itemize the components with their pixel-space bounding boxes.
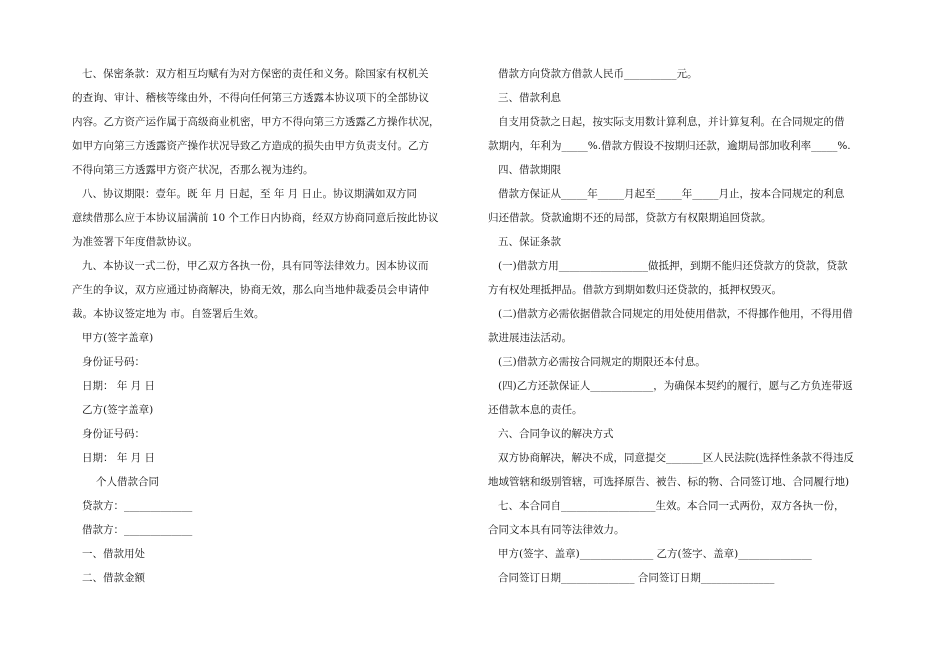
text-line: 裁。本协议签定地为 市。自签署后生效。	[72, 308, 265, 320]
text-line: 如甲方向第三方透露资产操作状况导致乙方造成的损失由甲方负责支付。乙方	[72, 140, 429, 152]
text-line: 合同签订日期______________ 合同签订日期______________	[498, 572, 775, 584]
text-line: 二、借款金额	[82, 572, 145, 584]
text-line: 七、保密条款：双方相互均赋有为对方保密的责任和义务。除国家有权机关	[82, 68, 429, 80]
text-line: 方有权处理抵押品。借款方到期如数归还贷款的，抵押权毁灭。	[488, 284, 782, 296]
text-line: 自支用贷款之日起，按实际支用数计算利息，并计算复利。在合同规定的借	[498, 116, 845, 128]
text-line: (二)借款方必需依据借款合同规定的用处使用借款，不得挪作他用，不得用借	[498, 308, 853, 320]
text-line: 甲方(签字盖章)	[82, 332, 154, 344]
text-line: 甲方(签字、盖章)______________ 乙方(签字、盖章)______________	[498, 548, 812, 560]
text-line: 五、保证条款	[498, 236, 561, 248]
text-line: (三)借款方必需按合同规定的期限还本付息。	[498, 356, 706, 368]
text-line: 意续借那么应于本协议届满前 10 个工作日内协商，经双方协商同意后按此协议	[72, 212, 439, 224]
text-line: 款期内，年利为_____%.借款方假设不按期归还款，逾期局部加收利率_____%.	[488, 140, 851, 152]
text-line: 款进展违法活动。	[488, 332, 572, 344]
text-line: 日期： 年 月 日	[82, 380, 156, 392]
text-line: 身份证号码：	[82, 428, 145, 440]
text-line: 还借款本息的责任。	[488, 404, 583, 416]
text-line: 双方协商解决，解决不成，同意提交_______区人民法院(选择性条款不得违反	[498, 452, 854, 464]
text-line: 借款方保证从_____年_____月起至_____年_____月止，按本合同规定的利息	[498, 188, 845, 200]
text-line: 归还借款。贷款逾期不还的局部，贷款方有权限期追回贷款。	[488, 212, 772, 224]
text-line: 不得向第三方透露甲方资产状况，否那么视为违约。	[72, 164, 314, 176]
text-line: (四)乙方还款保证人____________，为确保本契约的履行，愿与乙方负连带返	[498, 380, 853, 392]
text-line: 地域管辖和级别管辖，可选择原告、被告、标的物、合同签订地、合同履行地)	[488, 476, 850, 488]
text-line: 九、本协议一式二份，甲乙双方各执一份，具有同等法律效力。因本协议而	[82, 260, 429, 272]
text-line: 借款方：_____________	[82, 524, 193, 536]
text-line: 三、借款利息	[498, 92, 561, 104]
text-line: 的查询、审计、稽核等缘由外，不得向任何第三方透露本协议项下的全部协议	[72, 92, 429, 104]
text-line: 为准签署下年度借款协议。	[72, 236, 198, 248]
text-line: 内容。乙方资产运作属于高级商业机密，甲方不得向第三方透露乙方操作状况，	[72, 116, 440, 128]
text-line: 四、借款期限	[498, 164, 561, 176]
text-line: 产生的争议，双方应通过协商解决，协商无效，那么向当地仲裁委员会申请仲	[72, 284, 429, 296]
text-line: 七、本合同自__________________生效。本合同一式两份，双方各执一份，	[498, 500, 845, 512]
text-line: (一)借款方用_________________做抵押，到期不能归还贷款方的贷款，贷款	[498, 260, 848, 272]
text-line: 贷款方：_____________	[82, 500, 193, 512]
text-line: 合同文本具有同等法律效力。	[488, 524, 625, 536]
text-line: 日期： 年 月 日	[82, 452, 156, 464]
text-line: 八、协议期限：壹年。既 年 月 日起，至 年 月 日止。协议期满如双方同	[82, 188, 418, 200]
left-text-column	[72, 62, 454, 590]
text-line: 乙方(签字盖章)	[82, 404, 154, 416]
text-line: 个人借款合同	[96, 476, 159, 488]
text-line: 身份证号码：	[82, 356, 145, 368]
text-line: 六、合同争议的解决方式	[498, 428, 614, 440]
right-text-column	[488, 62, 878, 590]
text-line: 一、借款用处	[82, 548, 145, 560]
text-line: 借款方向贷款方借款人民币__________元。	[498, 68, 698, 80]
